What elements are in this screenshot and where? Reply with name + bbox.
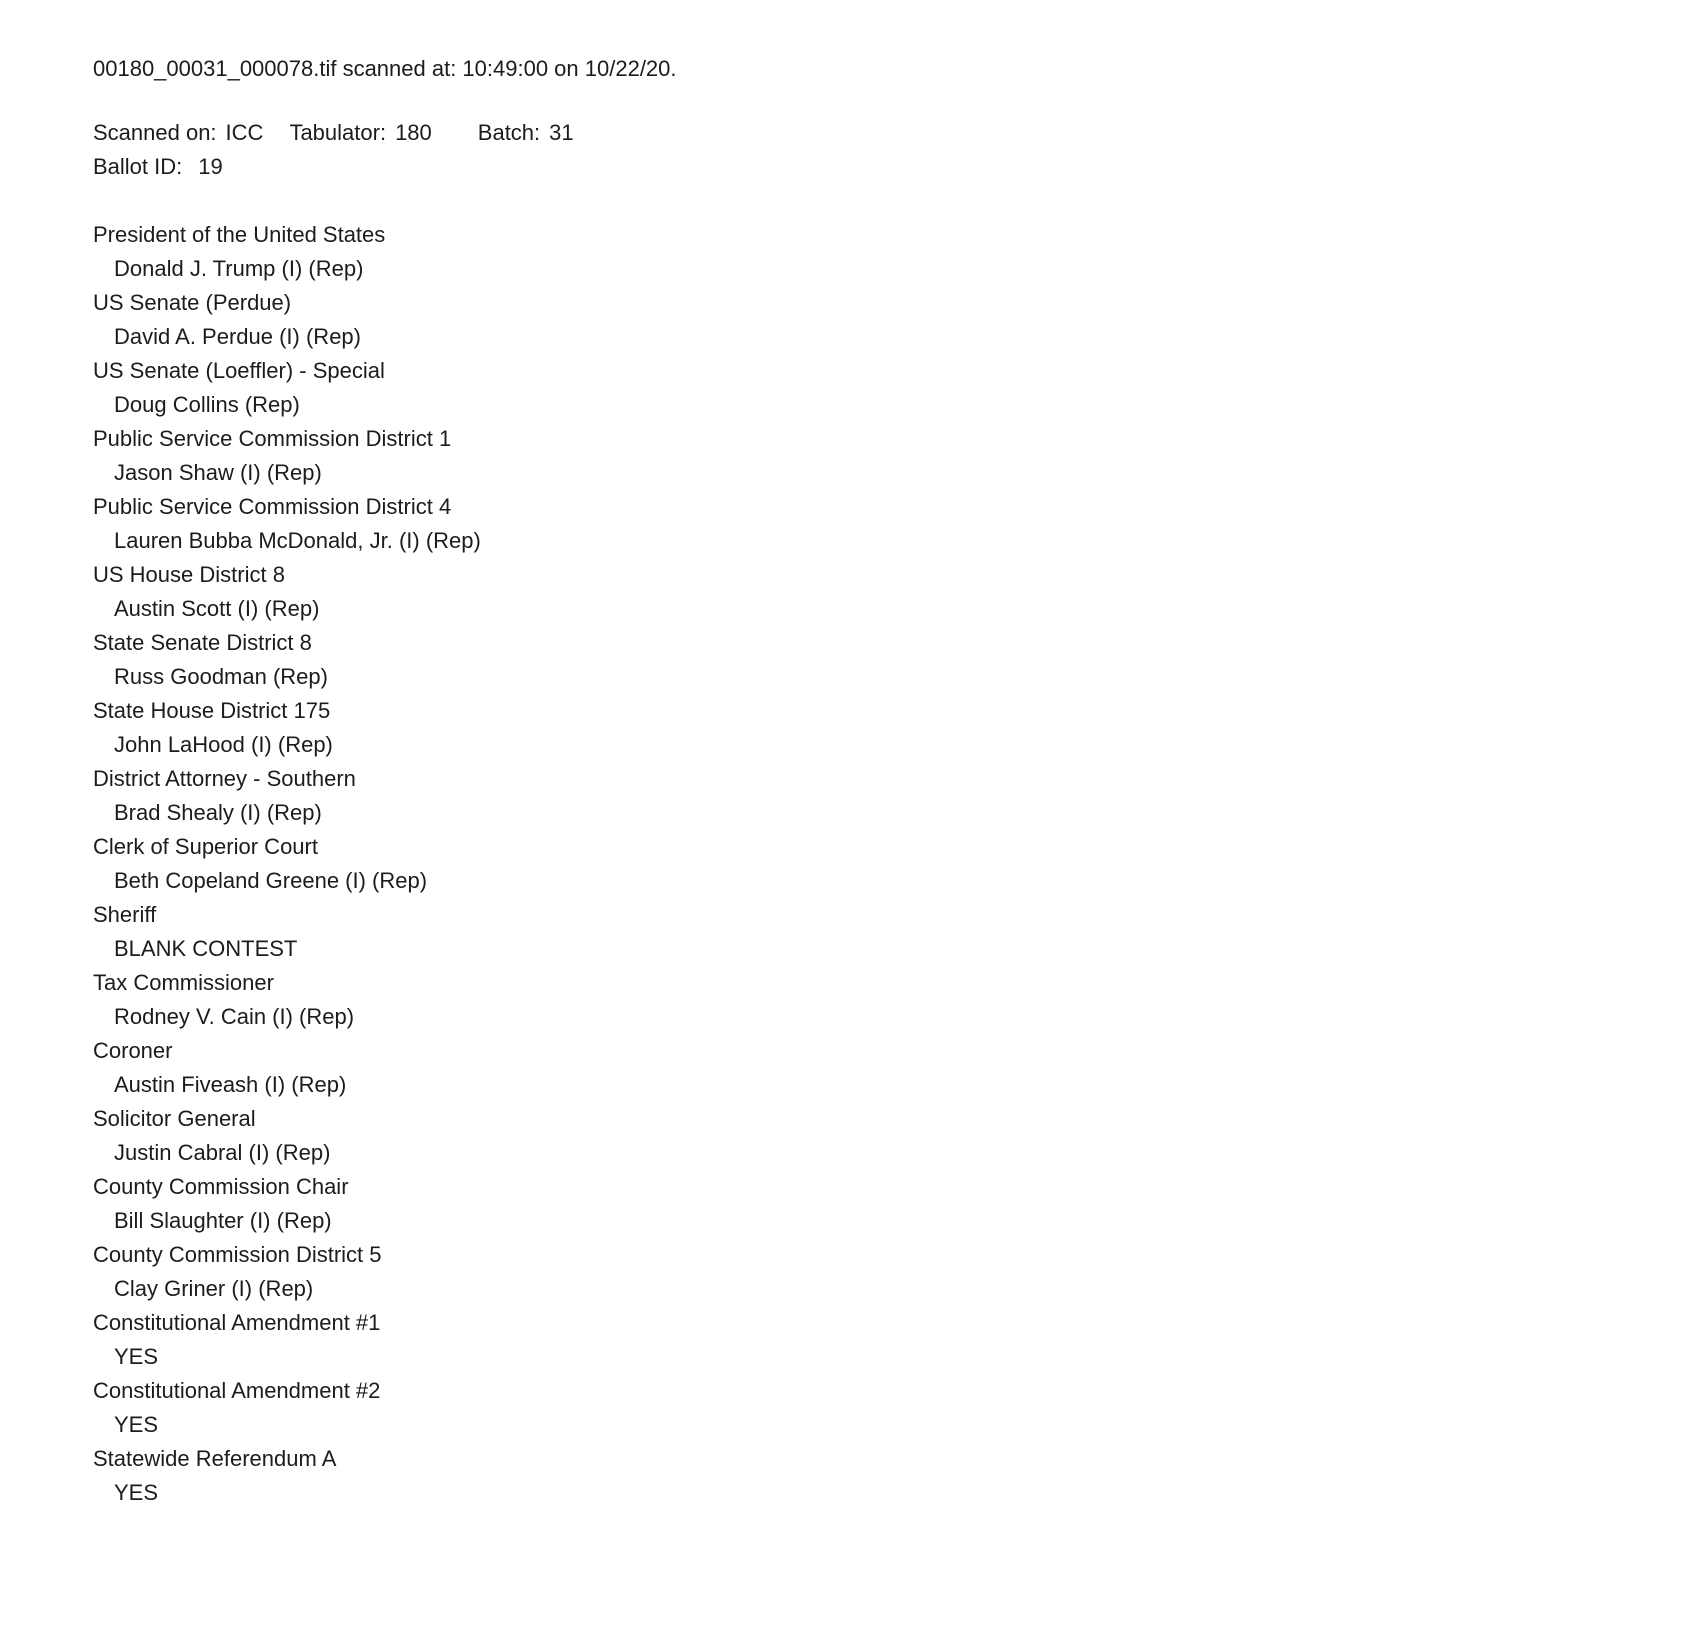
contest-title: State Senate District 8	[93, 630, 312, 655]
contest-block	[93, 966, 1648, 1034]
contest-title: Public Service Commission District 1	[93, 426, 452, 451]
contest-title: President of the United States	[93, 222, 386, 247]
contest-selection: YES	[114, 1412, 159, 1437]
contest-block	[93, 1238, 1648, 1306]
contest-selection: Austin Fiveash (I) (Rep)	[114, 1072, 347, 1097]
contest-block	[93, 1102, 1648, 1170]
contest-block	[93, 762, 1648, 830]
contest-selection: David A. Perdue (I) (Rep)	[114, 324, 361, 349]
contest-selection: Justin Cabral (I) (Rep)	[114, 1140, 331, 1165]
contest-block	[93, 558, 1648, 626]
contest-block	[93, 1306, 1648, 1374]
contest-block	[93, 1170, 1648, 1238]
contest-title: Tax Commissioner	[93, 970, 274, 995]
contest-title: Constitutional Amendment #1	[93, 1310, 381, 1335]
contest-selection: YES	[114, 1480, 159, 1505]
contest-block	[93, 1034, 1648, 1102]
scanned-on-label: Scanned on:	[93, 120, 217, 145]
contest-title: Clerk of Superior Court	[93, 834, 318, 859]
contest-selection: Clay Griner (I) (Rep)	[114, 1276, 314, 1301]
contest-selection: Russ Goodman (Rep)	[114, 664, 328, 689]
contest-selection: Donald J. Trump (I) (Rep)	[114, 256, 364, 281]
contest-block	[93, 422, 1648, 490]
contest-selection: Lauren Bubba McDonald, Jr. (I) (Rep)	[114, 528, 481, 553]
contest-selection: Brad Shealy (I) (Rep)	[114, 800, 322, 825]
ballot-id-line	[93, 150, 1648, 184]
contest-title: US House District 8	[93, 562, 285, 587]
contest-selection: YES	[114, 1344, 159, 1369]
contest-block	[93, 830, 1648, 898]
contest-title: State House District 175	[93, 698, 331, 723]
contest-block	[93, 286, 1648, 354]
contest-selection: Jason Shaw (I) (Rep)	[114, 460, 322, 485]
contest-selection: Doug Collins (Rep)	[114, 392, 300, 417]
contest-title: Statewide Referendum A	[93, 1446, 337, 1471]
scan-info-line	[93, 116, 1648, 150]
contest-selection: Beth Copeland Greene (I) (Rep)	[114, 868, 428, 893]
contest-title: Sheriff	[93, 902, 157, 927]
tabulator-value: 180	[395, 120, 432, 145]
contest-title: County Commission District 5	[93, 1242, 382, 1267]
batch-label: Batch:	[477, 120, 541, 145]
contest-title: Solicitor General	[93, 1106, 256, 1131]
batch-pair	[478, 116, 574, 150]
contest-block	[93, 898, 1648, 966]
contest-list	[93, 218, 1648, 1510]
contest-block	[93, 354, 1648, 422]
contest-selection: Bill Slaughter (I) (Rep)	[114, 1208, 332, 1233]
contest-block	[93, 1374, 1648, 1442]
contest-block	[93, 1442, 1648, 1510]
ballot-id-label: Ballot ID:	[93, 154, 183, 179]
tabulator-label: Tabulator:	[289, 120, 387, 145]
tabulator-pair	[289, 116, 431, 150]
scanned-on-value: ICC	[225, 120, 264, 145]
contest-title: US Senate (Loeffler) - Special	[93, 358, 385, 383]
contest-selection: John LaHood (I) (Rep)	[114, 732, 333, 757]
scanned-on-pair	[93, 116, 263, 150]
contest-title: District Attorney - Southern	[93, 766, 356, 791]
contest-block	[93, 218, 1648, 286]
contest-block	[93, 626, 1648, 694]
batch-value: 31	[549, 120, 574, 145]
contest-selection: BLANK CONTEST	[114, 936, 298, 961]
ballot-id-value: 19	[198, 154, 223, 179]
contest-selection: Rodney V. Cain (I) (Rep)	[114, 1004, 355, 1029]
contest-title: Coroner	[93, 1038, 173, 1063]
contest-title: US Senate (Perdue)	[93, 290, 292, 315]
scan-file-line: 00180_00031_000078.tif scanned at: 10:49:00 on 10/22/20.	[93, 56, 677, 81]
contest-title: Public Service Commission District 4	[93, 494, 452, 519]
contest-block	[93, 490, 1648, 558]
contest-selection: Austin Scott (I) (Rep)	[114, 596, 320, 621]
contest-title: County Commission Chair	[93, 1174, 349, 1199]
contest-title: Constitutional Amendment #2	[93, 1378, 381, 1403]
contest-block	[93, 694, 1648, 762]
